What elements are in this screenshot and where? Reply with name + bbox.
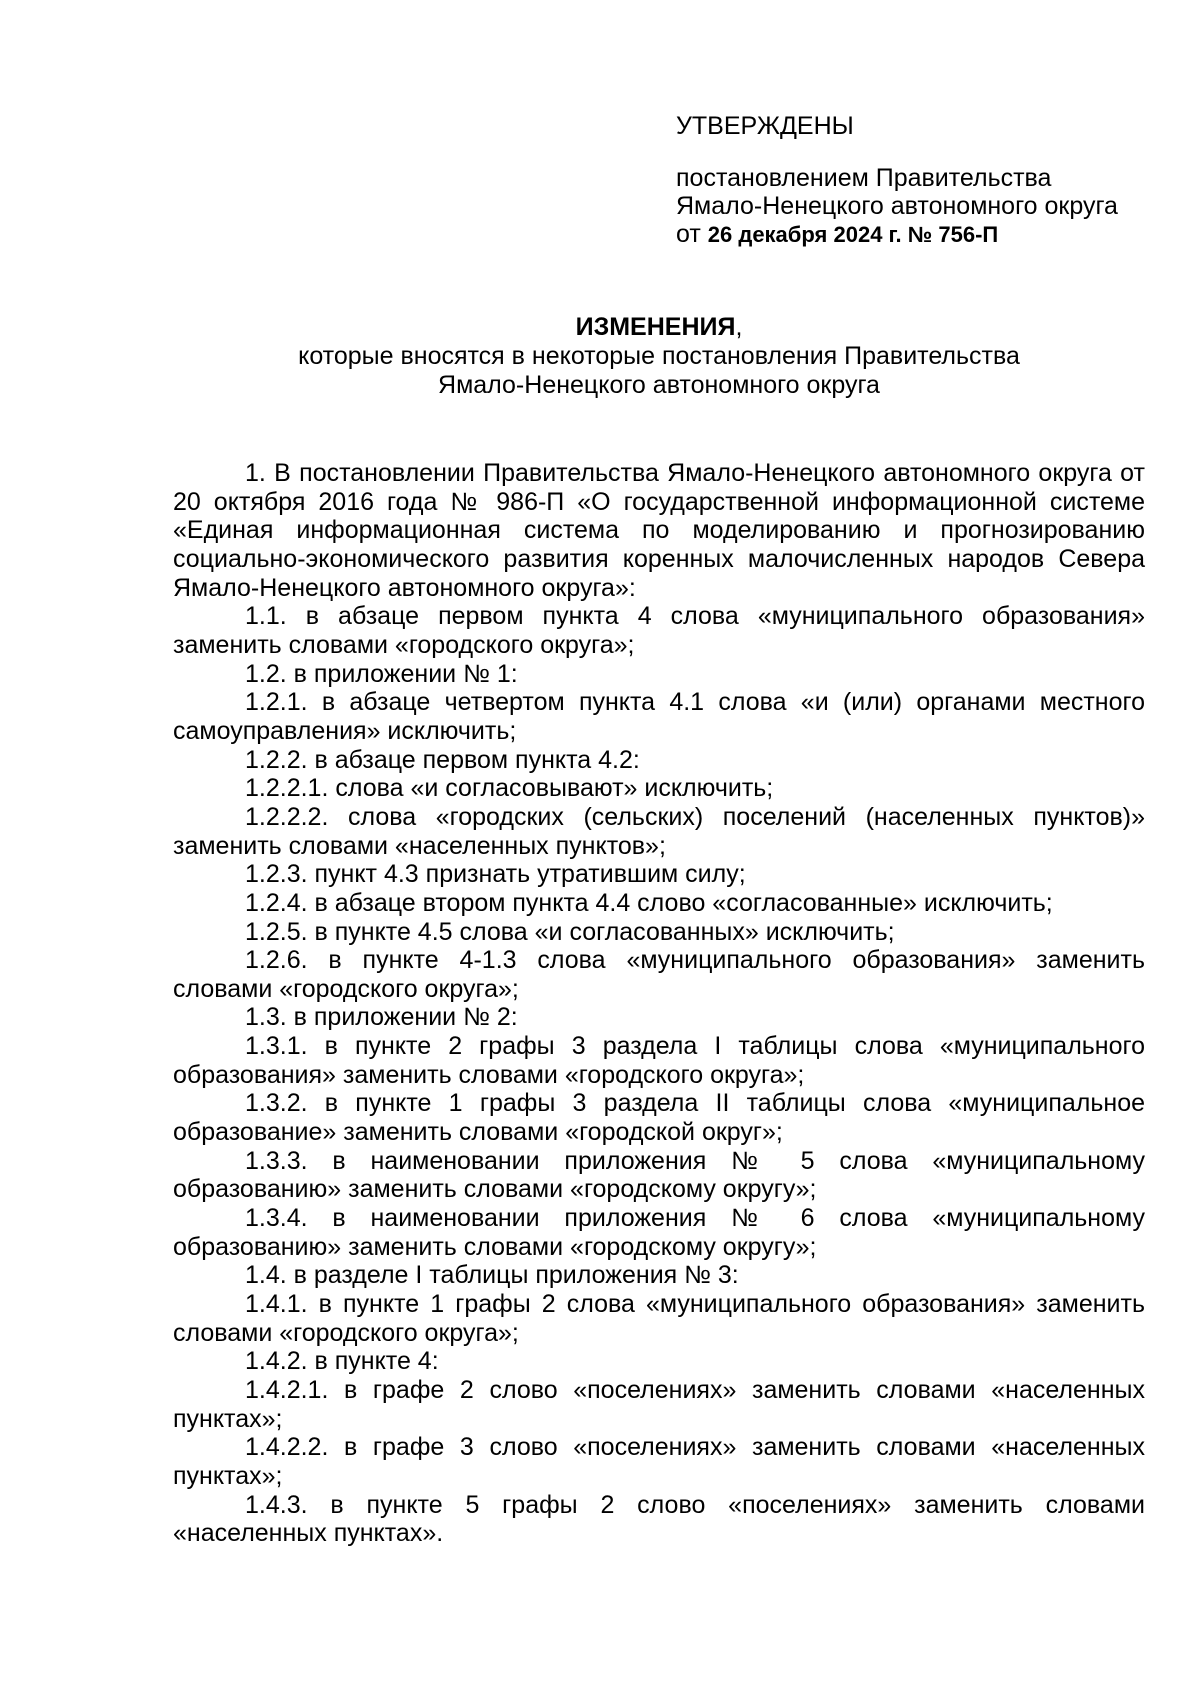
paragraph-1-4-2-2: 1.4.2.2. в графе 3 слово «поселениях» заменить словами «населенных пунктах»; (173, 1433, 1145, 1490)
document-heading (172, 313, 1146, 400)
paragraph-1: 1. В постановлении Правительства Ямало-Ненецкого автономного округа от 20 октября 2016 года № 986-П «О государственной информационной системе «Единая информационная система по моделированию и прогнозированию социально-экономического развития коренных малочисленных народов Севера Ямало-Ненецкого автономного округа»: (173, 459, 1145, 602)
approval-line-resolution: постановлением Правительства (676, 164, 1052, 192)
paragraph-1-3-3: 1.3.3. в наименовании приложения № 5 слова «муниципальному образованию» заменить словами «городскому округу»; (173, 1146, 1145, 1204)
approval-prefix: от (676, 220, 701, 248)
document-subtitle-line-2: Ямало-Ненецкого автономного округа (438, 371, 880, 399)
document-title: ИЗМЕНЕНИЯ (575, 313, 736, 341)
paragraph-1-4: 1.4. в разделе I таблицы приложения № 3: (245, 1261, 739, 1290)
paragraph-1-4-3: 1.4.3. в пункте 5 графы 2 слово «поселениях» заменить словами «населенных пунктах». (173, 1490, 1145, 1548)
paragraph-1-2-2-1: 1.2.2.1. слова «и согласовывают» исключить; (245, 774, 774, 803)
paragraph-1-4-1: 1.4.1. в пункте 1 графы 2 слова «муниципального образования» заменить словами «городского округа»; (173, 1290, 1145, 1347)
paragraph-1-2: 1.2. в приложении № 1: (245, 659, 518, 688)
paragraph-1-2-6: 1.2.6. в пункте 4-1.3 слова «муниципального образования» заменить словами «городского округа»; (173, 946, 1145, 1003)
paragraph-1-3: 1.3. в приложении № 2: (245, 1003, 518, 1032)
approval-block (676, 112, 1166, 249)
paragraph-1-1: 1.1. в абзаце первом пункта 4 слова «муниципального образования» заменить словами «городского округа»; (173, 602, 1145, 659)
paragraph-1-4-2: 1.4.2. в пункте 4: (245, 1347, 439, 1376)
approval-line-region: Ямало-Ненецкого автономного округа (676, 192, 1118, 220)
paragraph-1-2-4: 1.2.4. в абзаце втором пункта 4.4 слово «согласованные» исключить; (245, 888, 1053, 917)
approval-stamp: УТВЕРЖДЕНЫ (676, 112, 854, 140)
registration-number: 26 декабря 2024 г. № 756-П (707, 222, 999, 247)
title-comma: , (735, 313, 743, 341)
paragraph-1-3-2: 1.3.2. в пункте 1 графы 3 раздела II таблицы слова «муниципальное образование» заменить словами «городской округ»; (173, 1089, 1145, 1147)
paragraph-1-2-1: 1.2.1. в абзаце четвертом пункта 4.1 слова «и (или) органами местного самоуправления» исключить; (173, 688, 1145, 745)
document-subtitle-line-1: которые вносятся в некоторые постановления Правительства (298, 342, 1020, 370)
paragraph-1-2-2: 1.2.2. в абзаце первом пункта 4.2: (245, 745, 640, 774)
approval-registration-line (676, 220, 1166, 249)
paragraph-1-3-4: 1.3.4. в наименовании приложения № 6 слова «муниципальному образованию» заменить словами «городскому округу»; (173, 1204, 1145, 1261)
paragraph-1-4-2-1: 1.4.2.1. в графе 2 слово «поселениях» заменить словами «населенных пунктах»; (173, 1376, 1145, 1433)
paragraph-1-3-1: 1.3.1. в пункте 2 графы 3 раздела I таблицы слова «муниципального образования» заменить словами «городского округа»; (173, 1032, 1145, 1089)
paragraph-1-2-5: 1.2.5. в пункте 4.5 слова «и согласованных» исключить; (245, 917, 895, 946)
document-body (173, 459, 1145, 1548)
paragraph-1-2-3: 1.2.3. пункт 4.3 признать утратившим силу; (245, 860, 746, 889)
heading-title-line (172, 313, 1146, 342)
paragraph-1-2-2-2: 1.2.2.2. слова «городских (сельских) поселений (населенных пунктов)» заменить словами «населенных пунктов»; (173, 802, 1145, 860)
